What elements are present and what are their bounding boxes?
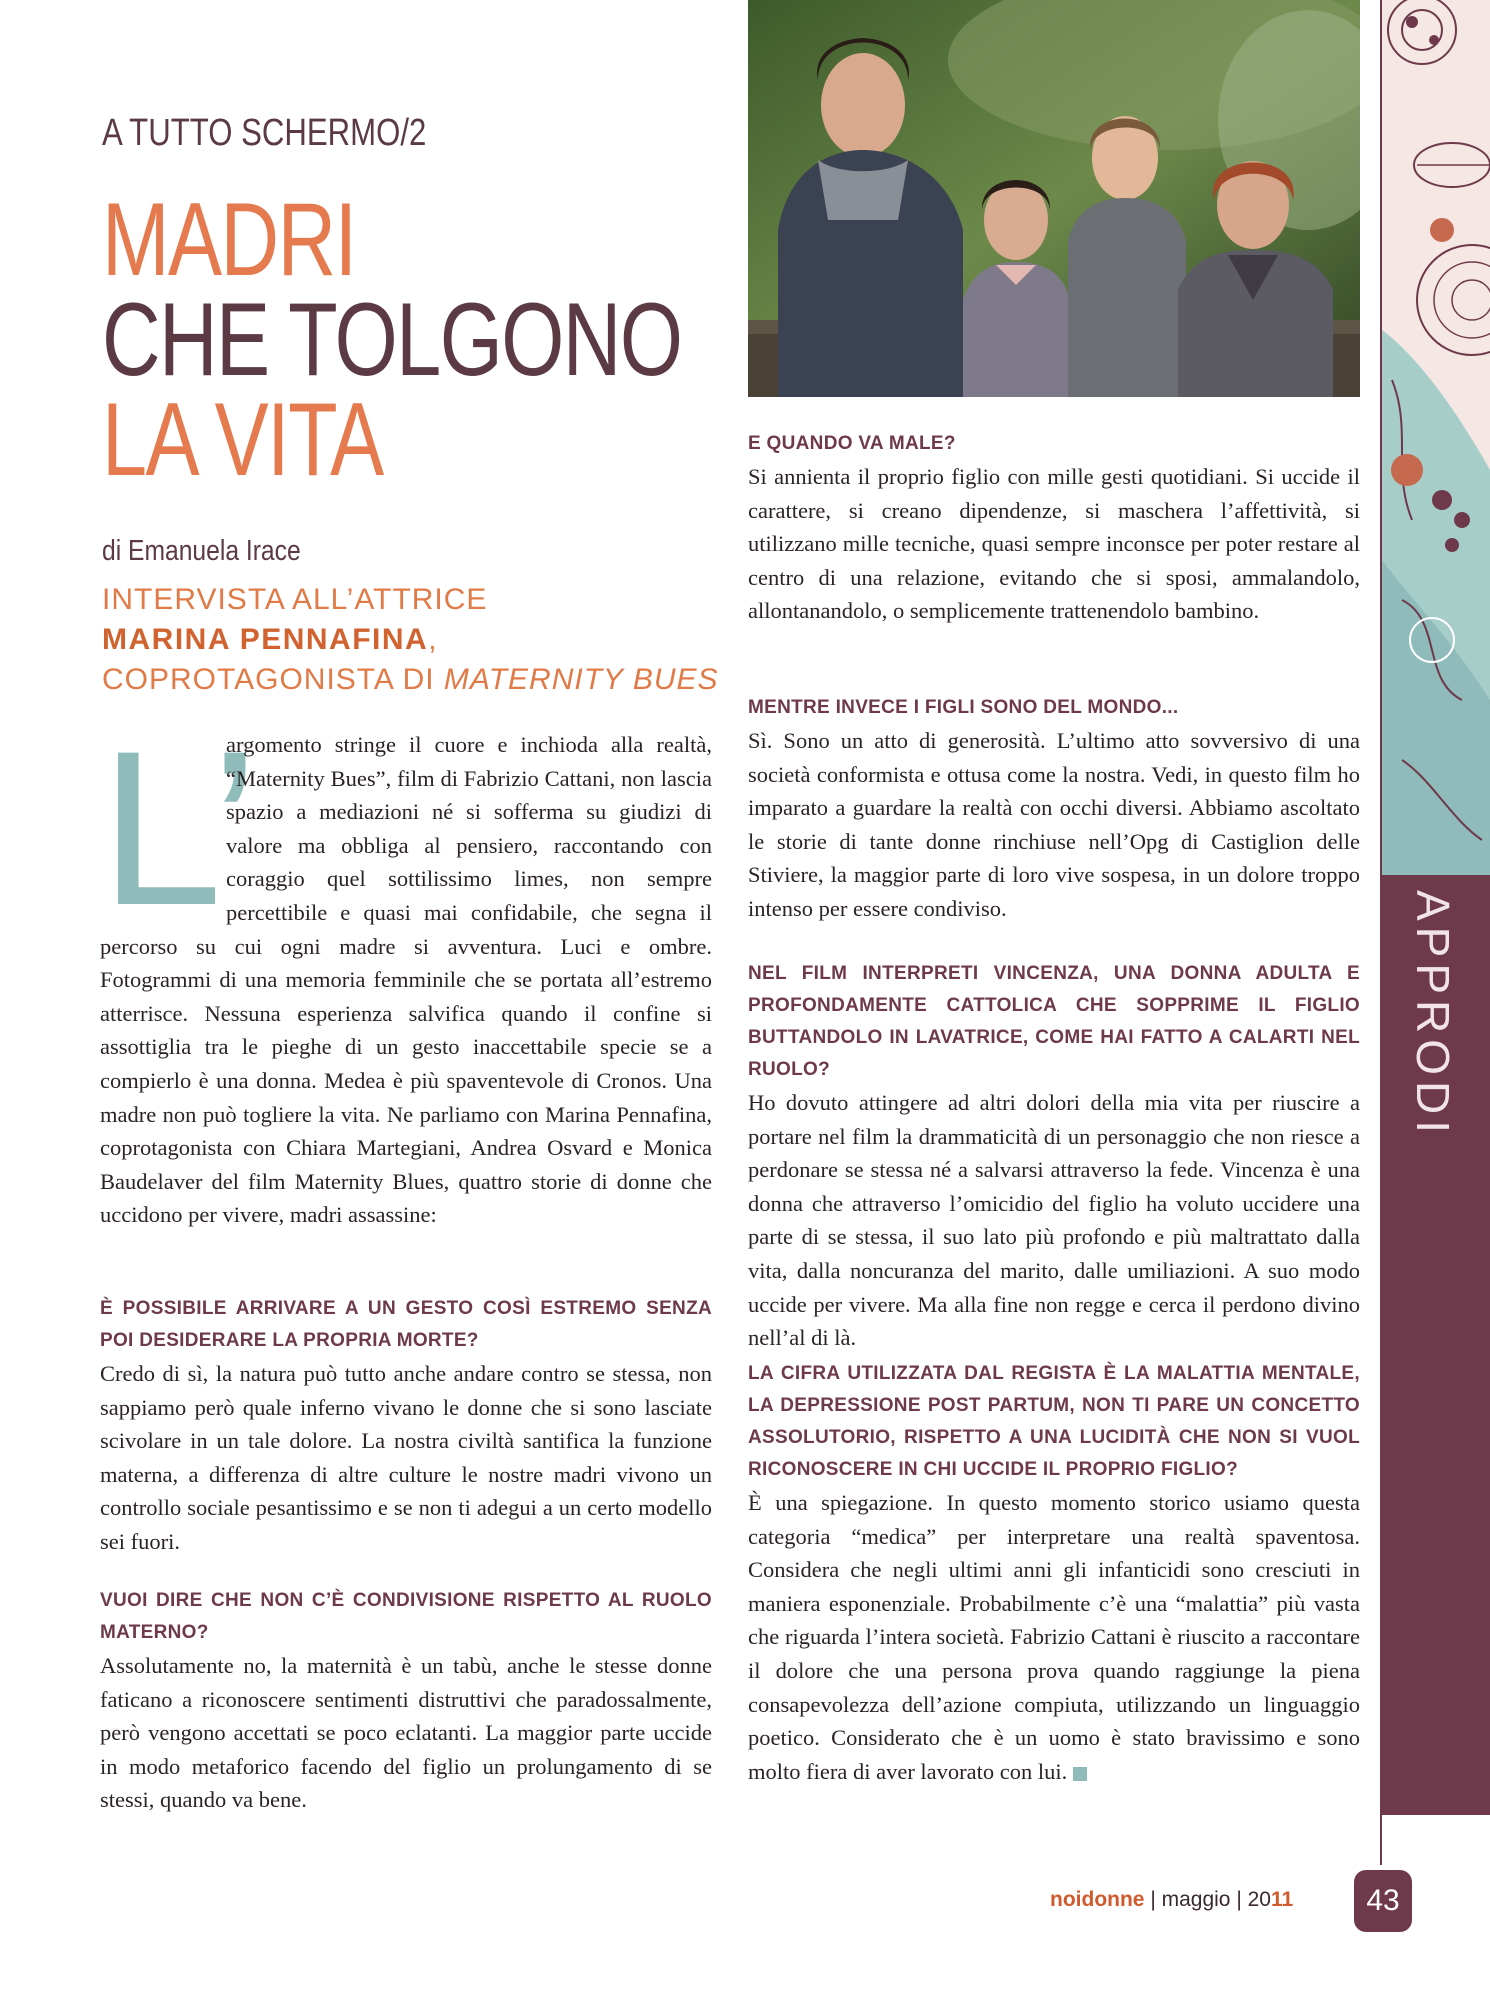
standfirst-line-1: INTERVISTA ALL’ATTRICE — [102, 583, 488, 616]
answer-text: Assolutamente no, la maternità è un tabù, anche le stesse donne faticano a riconoscere sentimenti distruttivi che paradossalmente, però vengono accettati se poco eclatanti. La maggior parte uccide in modo metaforico facendo del figlio un prolungamento di se stessi, quando va bene. — [100, 1653, 712, 1813]
answer-text: Ho dovuto attingere ad altri dolori della mia vita per riuscire a portare nel film la drammaticità di un personaggio che non riesce a perdonare se stessa né a salvarsi attraverso la fede. Vincenza è una donna che attraverso l’omicidio del figlio ha voluto uccidere una parte di se stessa, il suo lato più profondo e più maltrattato dalla vita, dalla noncuranza del marito, dalle umiliazioni. A suo modo uccide per vivere. Ma alla fine non regge e cerca il perdono divino nell’al di là. — [748, 1090, 1360, 1351]
answer-text — [748, 1486, 1360, 1788]
end-of-article-mark — [1073, 1767, 1087, 1781]
standfirst-prefix: COPROTAGONISTA DI — [102, 663, 444, 696]
article-title — [102, 182, 682, 498]
standfirst-line-3 — [102, 660, 719, 700]
question-heading: VUOI DIRE CHE NON C’È CONDIVISIONE RISPETTO AL RUOLO MATERNO? — [100, 1590, 712, 1643]
question-heading: NEL FILM INTERPRETI VINCENZA, UNA DONNA ADULTA E PROFONDAMENTE CATTOLICA CHE SOPPRIME IL FIGLIO BUTTANDOLO IN LAVATRICE, COME HAI FATTO A CALARTI NEL RUOLO? — [748, 963, 1360, 1080]
section-label — [1400, 890, 1470, 1150]
issue-month: maggio — [1161, 1888, 1231, 1911]
article-kicker: A TUTTO SCHERMO/2 — [102, 112, 427, 154]
answer-text: Sì. Sono un atto di generosità. L’ultimo atto sovversivo di una società conformista e ottusa come la nostra. Vedi, in questo film ho imparato a guardare la realtà con occhi diversi. Abbiamo ascoltato le storie di tante donne rinchiuse nell’Opg di Castiglion delle Stiviere, la maggior parte di loro vive sospesa, in un dolore troppo intenso per essere condiviso. — [748, 728, 1360, 921]
footer-separator: | — [1230, 1888, 1248, 1911]
article-standfirst — [102, 580, 719, 700]
article-author: di Emanuela Irace — [102, 535, 301, 567]
qa-block — [748, 428, 1360, 628]
answer-text: Si annienta il proprio figlio con mille gesti quotidiani. Si uccide il carattere, si creano dipendenze, si maschera l’affettività, si utilizzano mille tecniche, quasi sempre inconsce per poter restare al centro di una relazione, evitando che si sposi, ammalandolo, allontanandolo, o semplicemente trattenendolo bambino. — [748, 464, 1360, 624]
lead-paragraph — [100, 705, 712, 1232]
standfirst-comma: , — [428, 623, 438, 656]
qa-block — [100, 1293, 712, 1559]
year-prefix: 20 — [1247, 1888, 1271, 1911]
title-line-3: LA VITA — [102, 382, 383, 498]
page-footer — [1050, 1888, 1293, 1912]
standfirst-line-2 — [102, 620, 719, 660]
section-label-text: APPRODI — [1407, 890, 1459, 1140]
answer-text: Credo di sì, la natura può tutto anche andare contro se stessa, non sappiamo però quale inferno vivano le donne che si sono lasciate scivolare in un tale dolore. La nostra civiltà santifica la funzione materna, a differenza di altre culture le nostre madri vivono un controllo sociale pesantissimo e se non ti adegui a un certo modello sei fuori. — [100, 1361, 712, 1554]
issue-year — [1248, 1888, 1294, 1911]
question-heading: LA CIFRA UTILIZZATA DAL REGISTA È LA MALATTIA MENTALE, LA DEPRESSIONE POST PARTUM, NON TI PARE UN CONCETTO ASSOLUTORIO, RISPETTO A UNA LUCIDITÀ CHE NON SI VUOL RICONOSCERE IN CHI UCCIDE IL PROPRIO FIGLIO? — [748, 1363, 1360, 1480]
question-heading: E QUANDO VA MALE? — [748, 433, 956, 454]
page-number: 43 — [1354, 1870, 1412, 1932]
floral-decoration — [1382, 0, 1490, 875]
question-heading: È POSSIBILE ARRIVARE A UN GESTO COSÌ ESTREMO SENZA POI DESIDERARE LA PROPRIA MORTE? — [100, 1298, 712, 1351]
magazine-name: noidonne — [1050, 1888, 1145, 1911]
footer-separator: | — [1144, 1888, 1162, 1911]
qa-block — [748, 1358, 1360, 1788]
film-still-photo — [748, 0, 1360, 397]
film-title: MATERNITY BUES — [443, 663, 719, 696]
interviewee-name: MARINA PENNAFINA — [102, 623, 429, 656]
title-line-1: MADRI — [102, 182, 356, 298]
drop-cap-space — [100, 728, 226, 926]
drop-cap: L’ — [100, 705, 260, 951]
qa-block — [748, 692, 1360, 926]
question-heading: MENTRE INVECE I FIGLI SONO DEL MONDO... — [748, 697, 1179, 718]
answer-text-content: È una spiegazione. In questo momento storico usiamo questa categoria “medica” per interpretare una realtà spaventosa. Considera che negli ultimi anni gli infanticidi sono cresciuti in maniera esponenziale. Probabilmente c’è una “malattia” più vasta che riguarda l’intera società. Fabrizio Cattani è riuscito a raccontare il dolore che una persona prova quando raggiunge la piena consapevolezza dell’azione compiuta, utilizzando un linguaggio poetico. Considerato che è un uomo è stato bravissimo e sono molto fiera di aver lavorato con lui. — [748, 1490, 1360, 1784]
qa-block — [100, 1585, 712, 1817]
title-line-2: CHE TOLGONO — [102, 282, 682, 398]
year-suffix: 11 — [1270, 1888, 1294, 1911]
lead-text: argomento stringe il cuore e inchioda alla realtà, “Maternity Bues”, film di Fabrizio Cattani, non lascia spazio a mediazioni né si sofferma su giudizi di valore ma obbliga al pensiero, raccontando con coraggio quel sottilissimo limes, non sempre percettibile e quasi mai confidabile, che segna il percorso su cui ogni madre si avventura. Luci e ombre. Fotogrammi di una memoria femminile che se portata all’estremo atterrisce. Nessuna esperienza salvifica quando il confine si assottiglia tra le pieghe di un gesto inaccettabile specie se a compierlo è una donna. Medea è più spaventevole di Cronos. Una madre non può togliere la vita. Ne parliamo con Marina Pennafina, coprotagonista con Chiara Martegiani, Andrea Osvard e Monica Baudelaver del film Maternity Blues, quattro storie di donne che uccidono per vivere, madri assassine: — [100, 732, 712, 1228]
qa-block — [748, 958, 1360, 1355]
